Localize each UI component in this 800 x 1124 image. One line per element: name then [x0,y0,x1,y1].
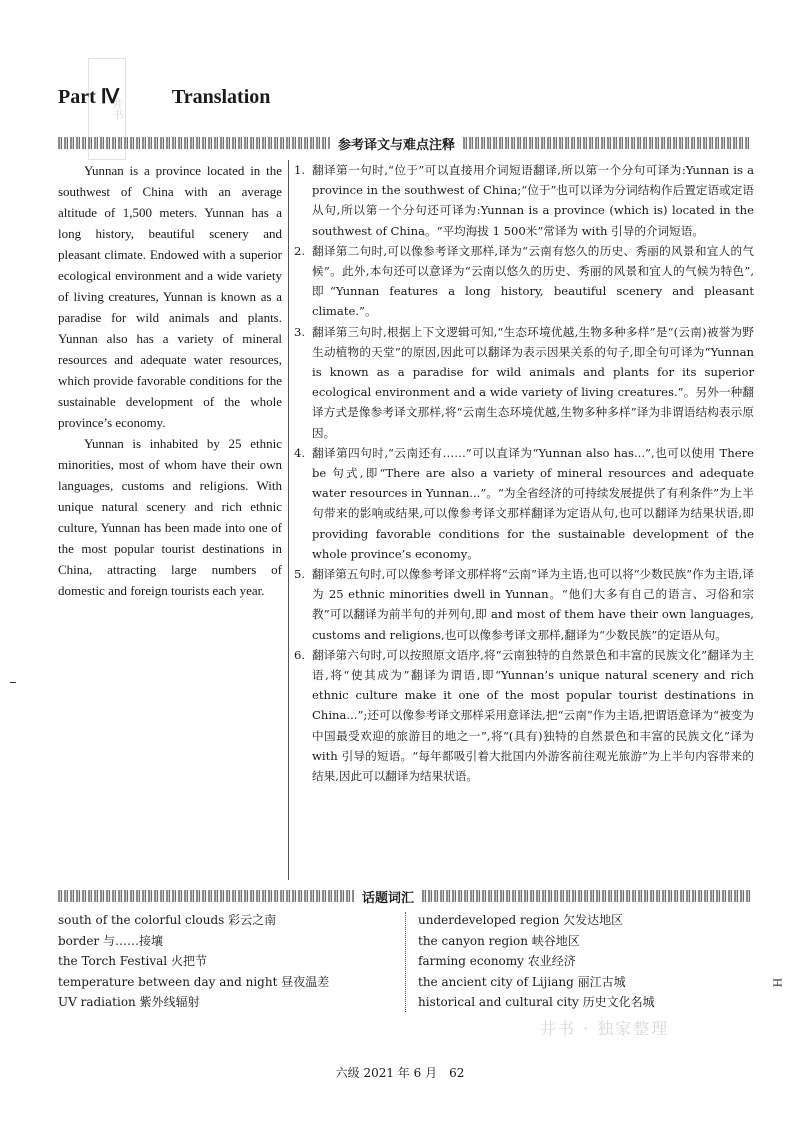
passage-paragraph: Yunnan is inhabited by 25 ethnic minorities, most of whom have their own languages, customs and religions. With unique natural scenery and rich ethnic culture, Yunnan has been made into one of the most popular tourist destinations in China, attracting large numbers of domestic and foreign tourists each year. [58,436,282,598]
vocab-item: the ancient city of Lijiang 丽江古城 [418,974,626,989]
part-label: Part Ⅳ [58,86,120,108]
vocab-section-band [58,888,750,904]
translation-passage [58,160,282,601]
note-item [294,322,754,443]
watermark-text: 井书 · 独家整理 [540,1019,670,1038]
notes-section-band [58,135,750,151]
side-margin-mark: H [770,977,784,988]
note-number: 4. [294,445,306,460]
page-heading [58,84,270,109]
band-decoration-right [422,890,750,902]
vocab-item: farming economy 农业经济 [418,954,576,968]
section-title: Translation [171,86,271,108]
notes-band-title: 参考译文与难点注释 [330,134,463,153]
vocab-item: south of the colorful clouds 彩云之南 [58,913,277,927]
note-text: 翻译第四句时,“云南还有……”可以直译为“Yunnan also has...”,也可以使用 There be 句式,即“There are also a variety of mineral resources and adequate water resources in Yunnan...”。“为全省经济的可持续发展提供了有利条件”为上半句带来的影响或结果,可以像参考译文那样翻译为定语从句,也可以翻译为结果状语,即 providing favorable conditions for the sustainable development of the whole province’s economy。 [312,445,754,561]
note-text: 翻译第三句时,根据上下文逻辑可知,“生态环境优越,生物多种多样”是“(云南)被誉为野生动植物的天堂”的原因,因此可以翻译为表示因果关系的句子,即全句可译为“Yunnan is known as a paradise for wild animals and plants for its superior ecological environment and a wide variety of living creatures.”。另外一种翻译方式是像参考译文那样,将“云南生态环境优越,生物多种多样”译为非谓语结构表示原因。 [312,324,754,440]
note-number: 5. [294,567,306,582]
note-number: 3. [294,324,306,339]
vocab-item: underdeveloped region 欠发达地区 [418,913,624,927]
note-text: 翻译第二句时,可以像参考译文那样,译为“云南有悠久的历史、秀丽的风景和宜人的气候”。此外,本句还可以意译为“云南以悠久的历史、秀丽的风景和宜人的气候为特色”,即“Yunnan features a long history, beautiful scenery and pleasant climate.”。 [312,243,754,319]
page-footer: 六级 2021 年 6 月 62 [335,1066,465,1080]
band-decoration-left [58,890,354,902]
margin-dash [10,682,16,683]
note-number: 1. [294,163,306,177]
vocab-list-left [58,910,398,1013]
note-item [294,645,754,786]
vocab-item: temperature between day and night 昼夜温差 [58,974,330,989]
vocab-list-right [418,910,748,1013]
notes-list [294,160,754,786]
vocab-band-title: 话题词汇 [354,887,422,906]
note-number: 2. [294,243,306,258]
band-decoration-left [58,137,330,149]
vocab-divider [405,912,406,1012]
vocab-item: UV radiation 紫外线辐射 [58,995,200,1009]
note-item [294,564,754,645]
vocab-item: historical and cultural city 历史文化名城 [418,995,655,1009]
watermark-stamp: 井书 [88,58,126,160]
vocab-item: border 与……接壤 [58,933,163,948]
note-item [294,160,754,241]
column-divider [288,160,289,880]
note-item [294,241,754,322]
passage-paragraph: Yunnan is a province located in the southwest of China with an average altitude of 1,500 meters. Yunnan has a long history, beautiful scenery and pleasant climate. Endowed with a superior ecological environment and a wide variety of living creatures, Yunnan is known as a paradise for wild animals and plants. Yunnan also has a variety of mineral resources and adequate water resources, which provide favorable conditions for the sustainable development of the whole province’s economy. [58,163,282,430]
vocab-item: the canyon region 峡谷地区 [418,933,580,948]
note-text: 翻译第六句时,可以按照原文语序,将“云南独特的自然景色和丰富的民族文化”翻译为主语,将“使其成为”翻译为谓语,即“Yunnan’s unique natural scenery and rich ethnic culture make it one of the most popular tourist destinations in China...”;还可以像参考译文那样采用意译法,把“云南”作为主语,把谓语意译为“被变为中国最受欢迎的旅游目的地之一”,将“(具有)独特的自然景色和丰富的民族文化”译为 with 引导的短语。“每年都吸引着大批国内外游客前往观光旅游”为上半句内容带来的结果,因此可以翻译为结果状语。 [312,647,754,784]
band-decoration-right [463,137,750,149]
note-item [294,443,754,564]
note-text: 翻译第五句时,可以像参考译文那样将“云南”译为主语,也可以将“少数民族”作为主语,译为 25 ethnic minorities dwell in Yunnan。“他们大多有自己的语言、习俗和宗教”可以翻译为前半句的并列句,即 and most of them have their own languages, customs and religions,也可以像参考译文那样,翻译为“少数民族”的定语从句。 [312,567,754,642]
note-number: 6. [294,647,306,662]
vocab-item: the Torch Festival 火把节 [58,954,207,968]
note-text: 翻译第一句时,“位于”可以直接用介词短语翻译,所以第一个分句可译为:Yunnan is a province in the southwest of China;“位于”也可以译为分词结构作后置定语或定语从句,所以第一个分句还可译为:Yunnan is a province (which is) located in the southwest of China。“平均海拔 1 500米”常译为 with 引导的介词短语。 [312,163,754,238]
